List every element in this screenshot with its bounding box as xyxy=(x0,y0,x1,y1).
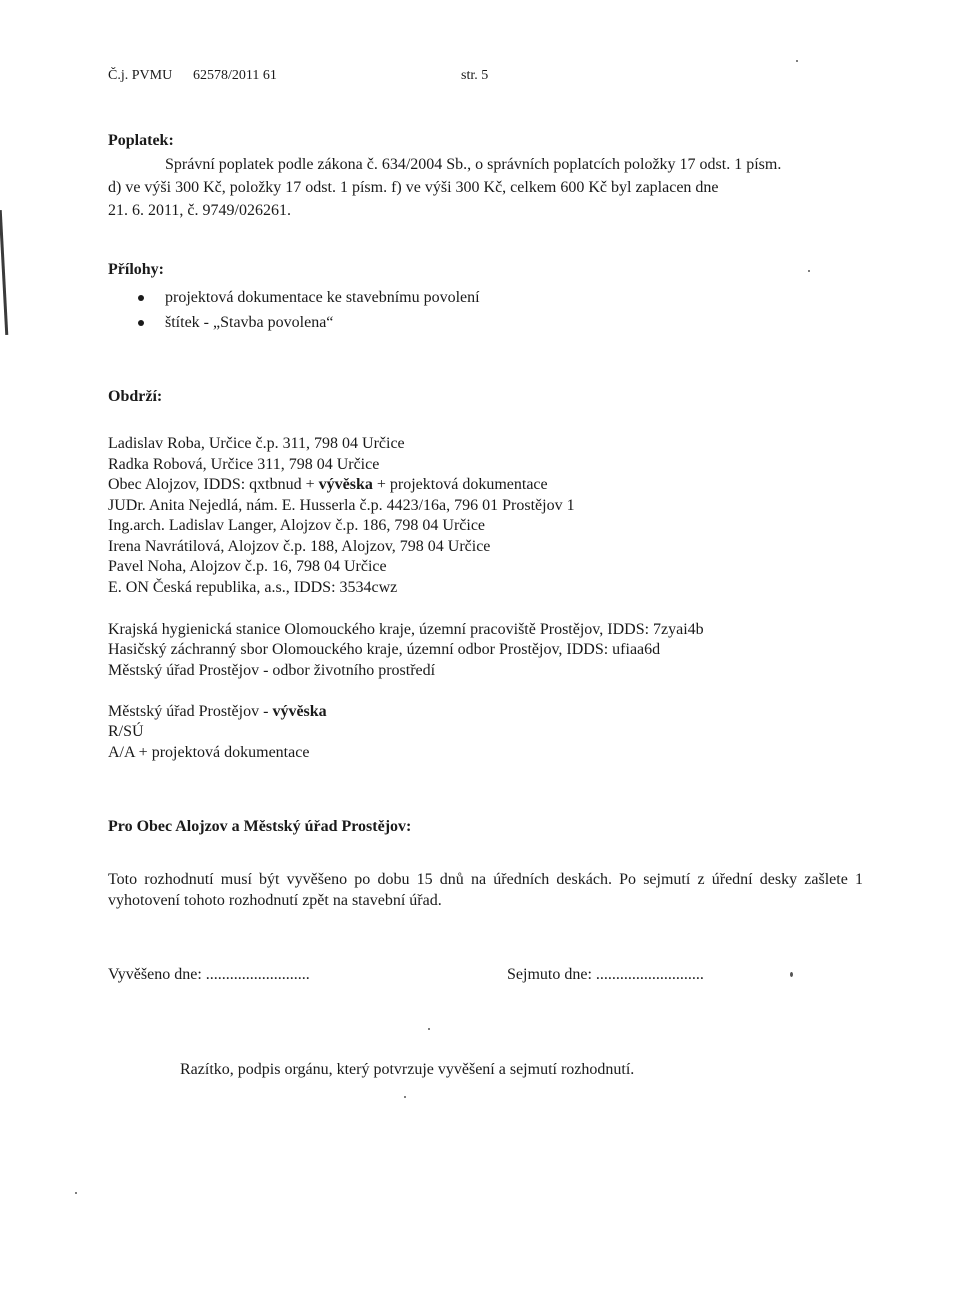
scan-speck xyxy=(796,60,798,62)
prilohy-item: štítek - „Stavba povolena“ xyxy=(165,314,334,331)
vyveska-label: vývěska xyxy=(272,703,327,720)
scan-speck xyxy=(808,270,810,272)
stamp-note: Razítko, podpis orgánu, který potvrzuje vyvěšení a sejmutí rozhodnutí. xyxy=(180,1061,635,1078)
vyveseno-field: Vyvěšeno dne: .......................... xyxy=(108,966,310,983)
scan-speck xyxy=(404,1096,406,1098)
obec-heading: Pro Obec Alojzov a Městský úřad Prostějov: xyxy=(108,818,412,835)
prilohy-heading: Přílohy: xyxy=(108,261,164,278)
recipient-line: JUDr. Anita Nejedlá, nám. E. Husserla č.p. 4423/16a, 796 01 Prostějov 1 xyxy=(108,497,575,514)
vyveska-label: vývěska xyxy=(318,476,373,493)
sejmuto-field: Sejmuto dne: ........................... xyxy=(507,966,704,983)
reference-prefix: Č.j. PVMU xyxy=(108,68,173,83)
internal-line: A/A + projektová dokumentace xyxy=(108,744,310,761)
scan-speck xyxy=(428,1028,430,1030)
scan-edge-mark xyxy=(0,210,8,335)
recipient-line: Ing.arch. Ladislav Langer, Alojzov č.p. 186, 798 04 Určice xyxy=(108,517,486,534)
recipient-text: + projektová dokumentace xyxy=(372,476,548,493)
bullet-icon xyxy=(138,320,144,326)
scan-speck xyxy=(790,972,793,977)
authority-line: Hasičský záchranný sbor Olomouckého kraje, územní odbor Prostějov, IDDS: ufiaa6d xyxy=(108,641,661,658)
reference-number: 62578/2011 61 xyxy=(193,68,277,83)
bullet-icon xyxy=(138,295,144,301)
page-number: str. 5 xyxy=(461,68,489,83)
poplatek-line-3: 21. 6. 2011, č. 9749/026261. xyxy=(108,202,291,219)
recipient-line: Ladislav Roba, Určice č.p. 311, 798 04 Určice xyxy=(108,435,405,452)
obdrzi-heading: Obdrží: xyxy=(108,388,163,405)
recipient-text: Obec Alojzov, IDDS: qxtbnud + xyxy=(108,476,319,493)
internal-line xyxy=(108,702,327,722)
poplatek-line-1: Správní poplatek podle zákona č. 634/2004 Sb., o správních poplatcích položky 17 odst. 1 písm. xyxy=(165,156,782,173)
obec-instruction: Toto rozhodnutí musí být vyvěšeno po dobu 15 dnů na úředních deskách. Po sejmutí z úřední desky zašlete 1 vyhotovení tohoto rozhodnutí zpět na stavební úřad. xyxy=(108,871,863,909)
poplatek-line-2: d) ve výši 300 Kč, položky 17 odst. 1 písm. f) ve výši 300 Kč, celkem 600 Kč byl zaplacen dne xyxy=(108,179,719,196)
recipient-line: Irena Navrátilová, Alojzov č.p. 188, Alojzov, 798 04 Určice xyxy=(108,538,491,555)
poplatek-heading: Poplatek: xyxy=(108,132,174,149)
recipient-line xyxy=(108,475,548,495)
recipient-line: E. ON Česká republika, a.s., IDDS: 3534cwz xyxy=(108,579,398,596)
internal-line: R/SÚ xyxy=(108,723,144,740)
recipient-line: Pavel Noha, Alojzov č.p. 16, 798 04 Určice xyxy=(108,558,387,575)
authority-line: Krajská hygienická stanice Olomouckého kraje, územní pracoviště Prostějov, IDDS: 7zyai4b xyxy=(108,621,704,638)
recipient-line: Radka Robová, Určice 311, 798 04 Určice xyxy=(108,456,380,473)
prilohy-item: projektová dokumentace ke stavebnímu povolení xyxy=(165,289,480,306)
internal-text: Městský úřad Prostějov - xyxy=(108,703,273,720)
authority-line: Městský úřad Prostějov - odbor životního prostředí xyxy=(108,662,436,679)
scan-speck xyxy=(75,1192,77,1194)
